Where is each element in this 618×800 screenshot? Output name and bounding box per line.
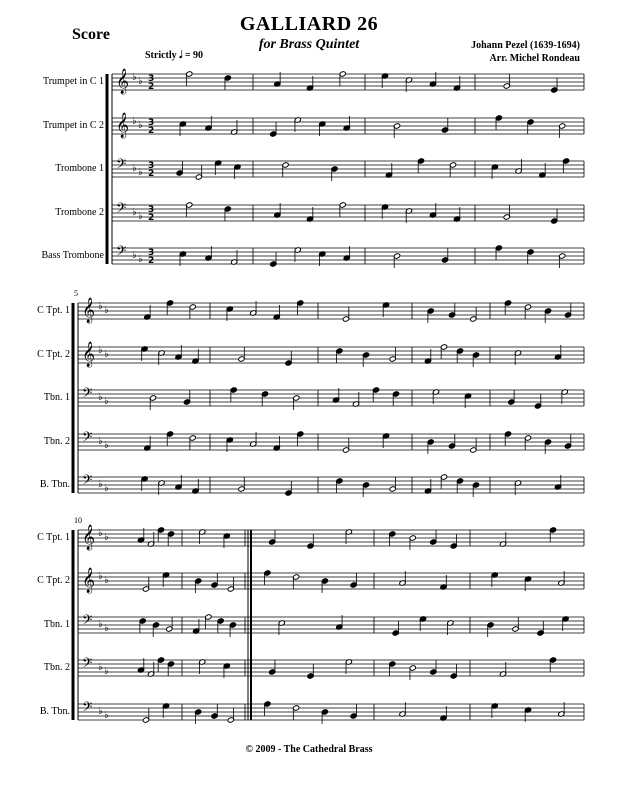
arranger-credit: Arr. Michel Rondeau [489, 53, 580, 64]
time-signature-bottom: 2 [148, 82, 155, 92]
instrument-label: C Tpt. 1 [37, 305, 70, 316]
bass-clef-icon: 𝄢 [82, 472, 93, 491]
score-label: Score [72, 26, 110, 43]
flat-icon: ♭ [98, 301, 103, 312]
flat-icon: ♭ [138, 120, 143, 131]
flat-icon: ♭ [98, 706, 103, 717]
time-signature-bottom: 2 [148, 213, 155, 223]
flat-icon: ♭ [138, 211, 143, 222]
time-signature-bottom: 2 [148, 256, 155, 266]
tempo-text: Strictly [145, 50, 177, 61]
flat-icon: ♭ [104, 623, 109, 634]
flat-icon: ♭ [138, 254, 143, 265]
bass-clef-icon: 𝄢 [82, 612, 93, 631]
flat-icon: ♭ [138, 76, 143, 87]
flat-icon: ♭ [104, 349, 109, 360]
flat-icon: ♭ [132, 116, 137, 127]
time-signature-top: 3 [148, 161, 155, 171]
flat-icon: ♭ [138, 167, 143, 178]
measure-number: 5 [74, 289, 78, 298]
flat-icon: ♭ [132, 207, 137, 218]
instrument-label: B. Tbn. [39, 479, 70, 490]
instrument-label: Tbn. 1 [43, 619, 70, 630]
flat-icon: ♭ [104, 305, 109, 316]
piece-subtitle: for Brass Quintet [258, 37, 360, 52]
time-signature-bottom: 2 [148, 169, 155, 179]
instrument-label: C Tpt. 2 [37, 349, 70, 360]
treble-clef-icon: 𝄞 [82, 525, 96, 550]
treble-clef-icon: 𝄞 [116, 69, 130, 94]
flat-icon: ♭ [104, 440, 109, 451]
flat-icon: ♭ [98, 619, 103, 630]
instrument-label: Trombone 1 [55, 163, 104, 174]
measure-number: 10 [74, 516, 82, 525]
bass-clef-icon: 𝄢 [82, 385, 93, 404]
time-signature-top: 3 [148, 74, 155, 84]
bass-clef-icon: 𝄢 [116, 243, 127, 262]
flat-icon: ♭ [98, 392, 103, 403]
bass-clef-icon: 𝄢 [82, 699, 93, 718]
flat-icon: ♭ [98, 345, 103, 356]
tempo-value: = 90 [184, 50, 204, 61]
instrument-label: Tbn. 1 [43, 392, 70, 403]
flat-icon: ♭ [98, 662, 103, 673]
flat-icon: ♭ [132, 250, 137, 261]
time-signature-bottom: 2 [148, 126, 155, 136]
instrument-label: C Tpt. 2 [37, 575, 70, 586]
flat-icon: ♭ [98, 479, 103, 490]
treble-clef-icon: 𝄞 [82, 568, 96, 593]
treble-clef-icon: 𝄞 [82, 298, 96, 323]
bass-clef-icon: 𝄢 [116, 156, 127, 175]
flat-icon: ♭ [98, 436, 103, 447]
half-note-icon: 𝅗𝅥 [179, 50, 183, 61]
treble-clef-icon: 𝄞 [82, 342, 96, 367]
flat-icon: ♭ [98, 571, 103, 582]
flat-icon: ♭ [98, 528, 103, 539]
copyright-footer: © 2009 - The Cathedral Brass [245, 744, 373, 755]
bass-clef-icon: 𝄢 [116, 200, 127, 219]
flat-icon: ♭ [104, 532, 109, 543]
bass-clef-icon: 𝄢 [82, 429, 93, 448]
piece-title: GALLIARD 26 [239, 13, 379, 35]
flat-icon: ♭ [104, 666, 109, 677]
instrument-label: Trumpet in C 1 [42, 76, 104, 87]
instrument-label: B. Tbn. [39, 706, 70, 717]
instrument-label: Tbn. 2 [43, 662, 70, 673]
bass-clef-icon: 𝄢 [82, 655, 93, 674]
instrument-label: Tbn. 2 [43, 436, 70, 447]
instrument-label: C Tpt. 1 [37, 532, 70, 543]
instrument-label: Bass Trombone [41, 250, 104, 261]
flat-icon: ♭ [132, 163, 137, 174]
flat-icon: ♭ [104, 396, 109, 407]
time-signature-top: 3 [148, 248, 155, 258]
instrument-label: Trumpet in C 2 [42, 120, 104, 131]
composer-credit: Johann Pezel (1639-1694) [471, 40, 580, 51]
flat-icon: ♭ [132, 72, 137, 83]
flat-icon: ♭ [104, 710, 109, 721]
flat-icon: ♭ [104, 575, 109, 586]
flat-icon: ♭ [104, 483, 109, 494]
time-signature-top: 3 [148, 205, 155, 215]
treble-clef-icon: 𝄞 [116, 113, 130, 138]
instrument-label: Trombone 2 [55, 207, 104, 218]
time-signature-top: 3 [148, 118, 155, 128]
